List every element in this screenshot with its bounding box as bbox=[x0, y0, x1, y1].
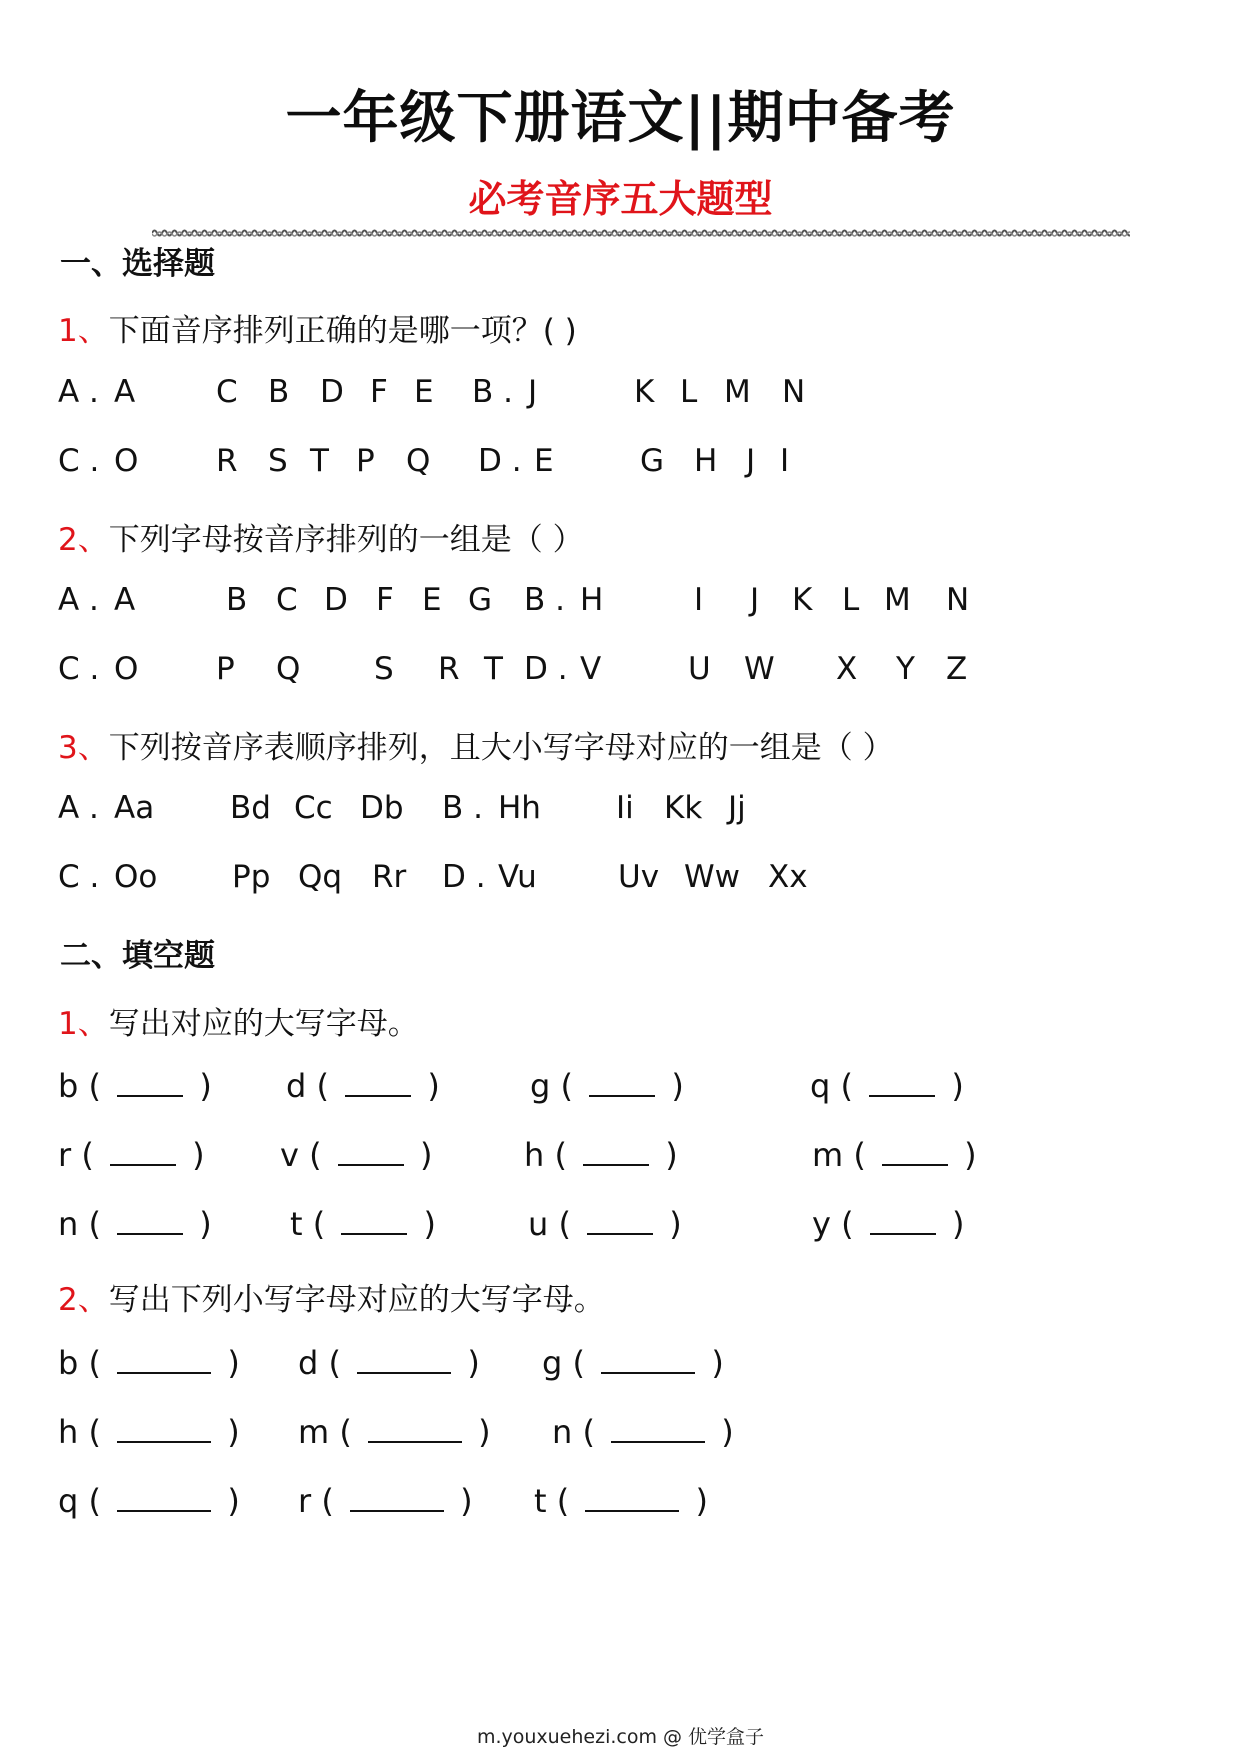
answer-blank[interactable] bbox=[117, 1229, 183, 1235]
option-letter: Qq bbox=[298, 859, 343, 895]
open-paren: ( bbox=[78, 1482, 112, 1520]
fill-item bbox=[58, 1205, 212, 1243]
fill-letter: m bbox=[812, 1136, 844, 1174]
option-label: B . bbox=[524, 582, 565, 618]
close-paren: ) bbox=[701, 1344, 724, 1382]
option-letter: Cc bbox=[294, 790, 333, 826]
close-paren: ) bbox=[468, 1413, 491, 1451]
option-letter: Kk bbox=[664, 790, 703, 826]
option-letter: T bbox=[484, 651, 503, 687]
fill-letter: t bbox=[534, 1482, 547, 1520]
fill-letter: y bbox=[812, 1205, 831, 1243]
option-letter: I bbox=[780, 443, 790, 479]
option-letter: K bbox=[634, 374, 655, 410]
question-1 bbox=[58, 305, 577, 350]
question-text: 写出下列小写字母对应的大写字母。 bbox=[108, 1282, 605, 1318]
close-paren: ) bbox=[941, 1205, 965, 1243]
question-text: 下面音序排列正确的是哪一项？( ) bbox=[108, 313, 577, 349]
option-letter: F bbox=[376, 582, 394, 618]
fill-question-2 bbox=[58, 1274, 605, 1319]
question-text: 下列按音序表顺序排列，且大小写字母对应的一组是（ ） bbox=[108, 730, 894, 766]
answer-blank[interactable] bbox=[870, 1229, 936, 1235]
section-fill-title: 二、填空题 bbox=[60, 938, 215, 974]
open-paren: ( bbox=[329, 1413, 362, 1451]
close-paren: ) bbox=[457, 1344, 480, 1382]
page-title: 一年级下册语文||期中备考 bbox=[285, 86, 956, 151]
fill-item bbox=[528, 1205, 682, 1243]
option-letter: Oo bbox=[114, 859, 158, 895]
option-label: B . bbox=[472, 374, 513, 410]
close-paren: ) bbox=[413, 1205, 437, 1243]
option-letter: N bbox=[946, 582, 970, 618]
fill-item bbox=[58, 1067, 212, 1105]
fill-letter: v bbox=[280, 1136, 299, 1174]
option-letter: C bbox=[276, 582, 298, 618]
option-letter: R bbox=[438, 651, 460, 687]
fill-item bbox=[298, 1482, 473, 1520]
open-paren: ( bbox=[550, 1067, 584, 1105]
option-letter: Aa bbox=[114, 790, 155, 826]
option-letter: S bbox=[268, 443, 288, 479]
option-label: C . bbox=[58, 859, 100, 895]
fill-letter: q bbox=[58, 1482, 79, 1520]
open-paren: ( bbox=[78, 1344, 112, 1382]
option-letter: L bbox=[842, 582, 860, 618]
fill-letter: r bbox=[298, 1482, 312, 1520]
close-paren: ) bbox=[659, 1205, 682, 1243]
open-paren: ( bbox=[78, 1205, 112, 1243]
option-letter: J bbox=[746, 443, 756, 479]
fill-item bbox=[298, 1344, 480, 1382]
option-letter: X bbox=[836, 651, 858, 687]
fill-letter: g bbox=[530, 1067, 551, 1105]
option-letter: U bbox=[688, 651, 711, 687]
fill-letter: d bbox=[298, 1344, 319, 1382]
option-label: C . bbox=[58, 443, 100, 479]
fill-item bbox=[58, 1344, 240, 1382]
answer-blank[interactable] bbox=[611, 1437, 705, 1443]
option-letter: B bbox=[226, 582, 248, 618]
option-letter: M bbox=[724, 374, 751, 410]
fill-item bbox=[58, 1482, 240, 1520]
close-paren: ) bbox=[711, 1413, 734, 1451]
option-letter: G bbox=[468, 582, 493, 618]
answer-blank[interactable] bbox=[345, 1091, 411, 1097]
fill-item bbox=[542, 1344, 724, 1382]
answer-blank[interactable] bbox=[583, 1160, 649, 1166]
question-text: 写出对应的大写字母。 bbox=[108, 1006, 419, 1042]
answer-blank[interactable] bbox=[350, 1506, 444, 1512]
close-paren: ) bbox=[189, 1067, 212, 1105]
option-letter: L bbox=[680, 374, 698, 410]
question-number: 1、 bbox=[58, 313, 109, 349]
close-paren: ) bbox=[181, 1136, 205, 1174]
option-letter: A bbox=[114, 582, 136, 618]
close-paren: ) bbox=[217, 1413, 240, 1451]
fill-letter: q bbox=[810, 1067, 831, 1105]
fill-letter: m bbox=[298, 1413, 330, 1451]
page-subtitle: 必考音序五大题型 bbox=[468, 177, 773, 221]
fill-question-1 bbox=[58, 998, 419, 1043]
option-letter: V bbox=[580, 651, 602, 687]
fill-item bbox=[524, 1136, 678, 1174]
open-paren: ( bbox=[546, 1482, 580, 1520]
option-letter: D bbox=[320, 374, 344, 410]
answer-blank[interactable] bbox=[117, 1091, 183, 1097]
option-letter: E bbox=[422, 582, 442, 618]
option-letter: D bbox=[324, 582, 348, 618]
open-paren: ( bbox=[544, 1136, 578, 1174]
option-letter: I bbox=[694, 582, 704, 618]
answer-blank[interactable] bbox=[882, 1160, 948, 1166]
option-letter: R bbox=[216, 443, 238, 479]
answer-blank[interactable] bbox=[338, 1160, 404, 1166]
fill-item bbox=[290, 1205, 436, 1243]
fill-item bbox=[298, 1413, 491, 1451]
option-label: B . bbox=[442, 790, 483, 826]
close-paren: ) bbox=[449, 1482, 473, 1520]
answer-blank[interactable] bbox=[110, 1160, 176, 1166]
question-number: 2、 bbox=[58, 522, 109, 558]
fill-item bbox=[530, 1067, 684, 1105]
option-letter: O bbox=[114, 443, 139, 479]
fill-letter: h bbox=[58, 1413, 79, 1451]
option-letter: Db bbox=[360, 790, 404, 826]
fill-letter: h bbox=[524, 1136, 545, 1174]
option-letter: Jj bbox=[728, 790, 746, 826]
option-label: A . bbox=[58, 790, 99, 826]
option-letter: E bbox=[534, 443, 554, 479]
open-paren: ( bbox=[306, 1067, 340, 1105]
option-letter: A bbox=[114, 374, 136, 410]
answer-blank[interactable] bbox=[589, 1091, 655, 1097]
close-paren: ) bbox=[954, 1136, 977, 1174]
fill-letter: d bbox=[286, 1067, 307, 1105]
open-paren: ( bbox=[78, 1413, 112, 1451]
question-number: 2、 bbox=[58, 1282, 109, 1318]
option-letter: Bd bbox=[230, 790, 271, 826]
option-letter: Z bbox=[946, 651, 968, 687]
option-label: C . bbox=[58, 651, 100, 687]
close-paren: ) bbox=[409, 1136, 433, 1174]
fill-item bbox=[534, 1482, 708, 1520]
close-paren: ) bbox=[941, 1067, 964, 1105]
option-letter: M bbox=[884, 582, 911, 618]
option-letter: P bbox=[216, 651, 235, 687]
fill-letter: r bbox=[58, 1136, 72, 1174]
open-paren: ( bbox=[302, 1205, 336, 1243]
option-letter: Pp bbox=[232, 859, 271, 895]
fill-letter: b bbox=[58, 1067, 79, 1105]
option-letter: H bbox=[580, 582, 604, 618]
close-paren: ) bbox=[217, 1344, 240, 1382]
option-label: D . bbox=[478, 443, 522, 479]
option-letter: G bbox=[640, 443, 665, 479]
question-text: 下列字母按音序排列的一组是（ ） bbox=[108, 522, 584, 558]
option-label: A . bbox=[58, 374, 99, 410]
option-letter: B bbox=[268, 374, 290, 410]
option-label: D . bbox=[524, 651, 568, 687]
open-paren: ( bbox=[298, 1136, 332, 1174]
answer-blank[interactable] bbox=[357, 1368, 451, 1374]
option-letter: Q bbox=[276, 651, 301, 687]
option-letter: Q bbox=[406, 443, 431, 479]
fill-letter: u bbox=[528, 1205, 549, 1243]
close-paren: ) bbox=[189, 1205, 212, 1243]
open-paren: ( bbox=[311, 1482, 344, 1520]
answer-blank[interactable] bbox=[341, 1229, 407, 1235]
answer-blank[interactable] bbox=[368, 1437, 462, 1443]
open-paren: ( bbox=[548, 1205, 582, 1243]
question-3 bbox=[58, 722, 894, 767]
open-paren: ( bbox=[71, 1136, 104, 1174]
question-number: 3、 bbox=[58, 730, 109, 766]
fill-letter: n bbox=[552, 1413, 573, 1451]
answer-blank[interactable] bbox=[117, 1506, 211, 1512]
decorative-divider bbox=[152, 226, 1130, 240]
option-letter: Xx bbox=[768, 859, 808, 895]
close-paren: ) bbox=[417, 1067, 440, 1105]
option-letter: F bbox=[370, 374, 388, 410]
option-label: D . bbox=[442, 859, 486, 895]
fill-item bbox=[812, 1205, 964, 1243]
option-letter: Hh bbox=[498, 790, 541, 826]
option-letter: H bbox=[694, 443, 718, 479]
answer-blank[interactable] bbox=[117, 1368, 211, 1374]
open-paren: ( bbox=[318, 1344, 352, 1382]
fill-item bbox=[58, 1413, 240, 1451]
answer-blank[interactable] bbox=[117, 1437, 211, 1443]
option-letter: P bbox=[356, 443, 375, 479]
open-paren: ( bbox=[830, 1205, 864, 1243]
open-paren: ( bbox=[830, 1067, 864, 1105]
option-letter: Uv bbox=[618, 859, 660, 895]
answer-blank[interactable] bbox=[601, 1368, 695, 1374]
close-paren: ) bbox=[685, 1482, 709, 1520]
option-letter: T bbox=[310, 443, 329, 479]
option-letter: Y bbox=[896, 651, 915, 687]
answer-blank[interactable] bbox=[585, 1506, 679, 1512]
footer-source: m.youxuehezi.com @ 优学盒子 bbox=[476, 1726, 765, 1748]
fill-item bbox=[286, 1067, 440, 1105]
close-paren: ) bbox=[655, 1136, 678, 1174]
answer-blank[interactable] bbox=[869, 1091, 935, 1097]
open-paren: ( bbox=[562, 1344, 596, 1382]
fill-letter: b bbox=[58, 1344, 79, 1382]
question-number: 1、 bbox=[58, 1006, 109, 1042]
option-letter: S bbox=[374, 651, 394, 687]
option-letter: W bbox=[744, 651, 775, 687]
fill-letter: t bbox=[290, 1205, 303, 1243]
option-letter: J bbox=[528, 374, 538, 410]
fill-letter: g bbox=[542, 1344, 563, 1382]
open-paren: ( bbox=[572, 1413, 606, 1451]
fill-item bbox=[552, 1413, 734, 1451]
option-label: A . bbox=[58, 582, 99, 618]
fill-item bbox=[810, 1067, 964, 1105]
fill-item bbox=[280, 1136, 432, 1174]
fill-item bbox=[58, 1136, 205, 1174]
option-letter: Ww bbox=[684, 859, 741, 895]
open-paren: ( bbox=[843, 1136, 876, 1174]
option-letter: Ii bbox=[616, 790, 634, 826]
option-letter: E bbox=[414, 374, 434, 410]
option-letter: C bbox=[216, 374, 238, 410]
open-paren: ( bbox=[78, 1067, 112, 1105]
option-letter: J bbox=[750, 582, 760, 618]
close-paren: ) bbox=[217, 1482, 240, 1520]
fill-letter: n bbox=[58, 1205, 79, 1243]
option-letter: N bbox=[782, 374, 806, 410]
close-paren: ) bbox=[661, 1067, 684, 1105]
answer-blank[interactable] bbox=[587, 1229, 653, 1235]
option-letter: Vu bbox=[498, 859, 537, 895]
option-letter: Rr bbox=[372, 859, 407, 895]
fill-item bbox=[812, 1136, 977, 1174]
option-letter: O bbox=[114, 651, 139, 687]
section-choice-title: 一、选择题 bbox=[60, 246, 215, 282]
question-2 bbox=[58, 514, 584, 559]
option-letter: K bbox=[792, 582, 813, 618]
